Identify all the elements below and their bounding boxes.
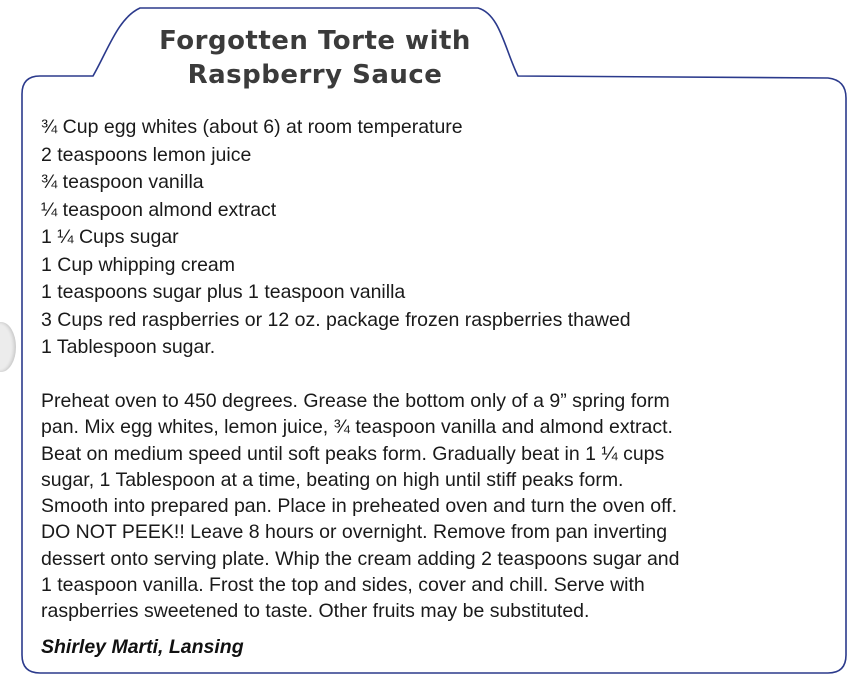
ingredient-item: 1 teaspoons sugar plus 1 teaspoon vanilla [41,281,406,303]
ingredient-item: 1 ¼ Cups sugar [41,226,179,248]
directions-line: 1 teaspoon vanilla. Frost the top and sides, cover and chill. Serve with [41,574,645,597]
ingredient-item: 1 Cup whipping cream [41,253,236,276]
ingredient-item: 2 teaspoons lemon juice [41,143,252,166]
directions-line: dessert onto serving plate. Whip the cream adding 2 teaspoons sugar and [41,547,680,570]
ingredient-item: ¼ teaspoon almond extract [41,198,277,221]
directions-line: Preheat oven to 450 degrees. Grease the bottom only of a 9” spring form [41,390,670,412]
directions-line: raspberries sweetened to taste. Other fruits may be substituted. [41,600,590,623]
directions-line: Smooth into prepared pan. Place in preheated oven and turn the oven off. [41,495,678,518]
title-line-1: Forgotten Torte with [159,26,471,56]
directions-line: Beat on medium speed until soft peaks form. Gradually beat in 1 ¼ cups [41,442,665,465]
directions-line: sugar, 1 Tablespoon at a time, beating on high until stiff peaks form. [41,468,624,491]
recipe-title [110,24,520,92]
title-line-2: Raspberry Sauce [187,60,443,90]
directions-line: DO NOT PEEK!! Leave 8 hours or overnight. Remove from pan inverting [41,521,668,544]
ingredient-item: 3 Cups red raspberries or 12 oz. package frozen raspberries thawed [41,308,631,331]
recipe-author: Shirley Marti, Lansing [41,636,244,658]
ingredient-item: ¾ Cup egg whites (about 6) at room temperature [41,116,463,138]
directions-line: pan. Mix egg whites, lemon juice, ¾ teaspoon vanilla and almond extract. [41,416,673,439]
ingredient-item: ¾ teaspoon vanilla [41,171,204,193]
ingredient-item: 1 Tablespoon sugar. [41,336,216,358]
ingredients-list [41,114,631,362]
directions-paragraph [41,388,781,625]
